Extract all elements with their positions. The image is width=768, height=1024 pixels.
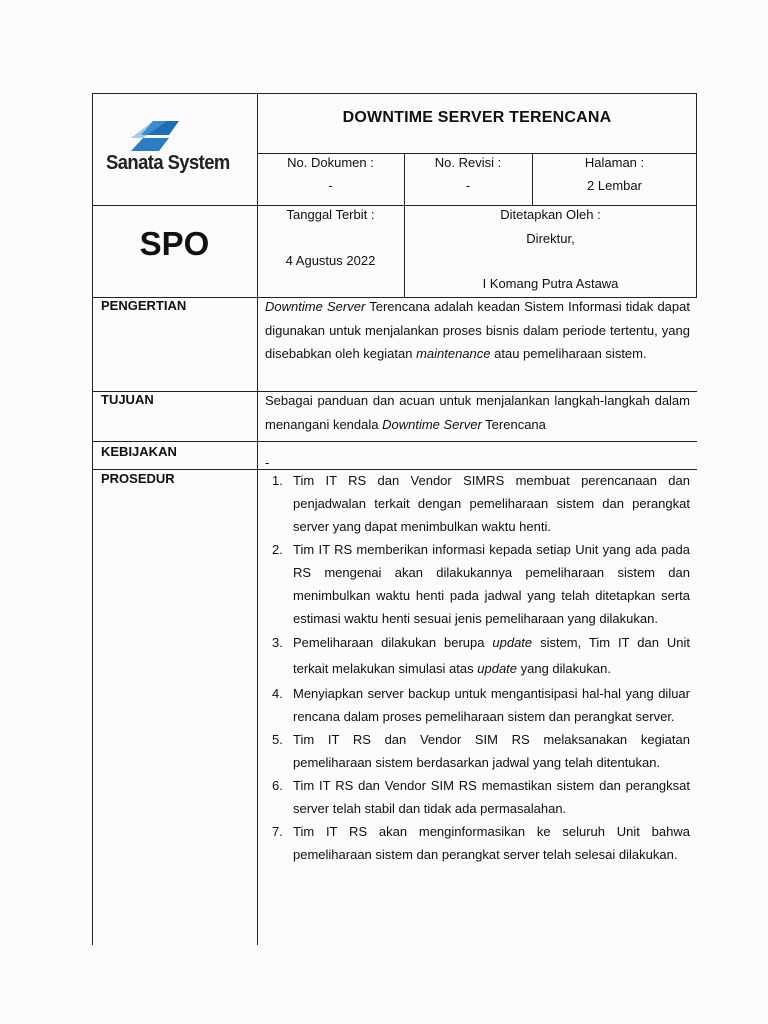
approver-title: Direktur, xyxy=(526,231,575,246)
procedure-list xyxy=(265,469,690,866)
table-border-top xyxy=(92,93,697,94)
section-label-prosedur: PROSEDUR xyxy=(101,471,175,486)
spo-document-table xyxy=(92,93,697,945)
issue-date-label: Tanggal Terbit : xyxy=(286,207,375,222)
list-item: 3. Pemeliharaan dilakukan berupa update sistem, Tim IT dan Unit terkait melakukan simulasi atas update yang dilakukan. xyxy=(272,635,690,676)
list-item: 5. Tim IT RS dan Vendor SIM RS melaksanakan kegiatan pemeliharaan sistem berdasarkan jadwal yang telah ditentukan. xyxy=(272,732,690,770)
section-text-kebijakan: - xyxy=(265,455,270,470)
term-downtime-server: Downtime Server xyxy=(265,299,366,314)
sanata-logo-icon xyxy=(123,121,193,155)
list-item: 7. Tim IT RS akan menginformasikan ke seluruh Unit bahwa pemeliharaan sistem dan perangkat server telah selesai dilakukan. xyxy=(272,824,690,862)
company-logo xyxy=(106,121,246,181)
section-label-kebijakan: KEBIJAKAN xyxy=(101,444,177,459)
term-maintenance: maintenance xyxy=(416,346,491,361)
list-item: 6. Tim IT RS dan Vendor SIM RS memastikan sistem dan perangksat server telah stabil dan tidak ada permasalahan. xyxy=(272,778,690,816)
list-item: 4. Menyiapkan server backup untuk mengantisipasi hal-hal yang diluar rencana dalam proses pemeliharaan sistem dan perangkat server. xyxy=(272,686,690,724)
company-name: Sanata System xyxy=(106,152,230,174)
list-item: 1. Tim IT RS dan Vendor SIMRS membuat perencanaan dan penjadwalan terkait dengan pemeliharaan sistem dan perangkat server yang dapat menimbulkan waktu henti. xyxy=(272,473,690,534)
doc-number-label: No. Dokumen : xyxy=(287,155,374,170)
revision-label: No. Revisi : xyxy=(434,155,502,170)
document-title: DOWNTIME SERVER TERENCANA xyxy=(342,109,612,126)
section-label-pengertian: PENGERTIAN xyxy=(101,298,187,313)
issue-date-value: 4 Agustus 2022 xyxy=(285,253,376,268)
doc-number-value: - xyxy=(328,178,333,193)
table-border-left xyxy=(92,93,93,945)
section-text-tujuan: Sebagai panduan dan acuan untuk menjalankan langkah-langkah dalam menangani kendala Downtime Server Terencana xyxy=(265,393,690,432)
section-text-pengertian: Downtime Server Terencana adalah keadan Sistem Informasi tidak dapat digunakan untuk menjalankan proses bisnis dalam periode tertentu, yang disebabkan oleh kegiatan maintenance atau pemeliharaan sistem. xyxy=(265,299,690,361)
document-type: SPO xyxy=(139,225,210,262)
page-label: Halaman : xyxy=(584,155,645,170)
approver-name: I Komang Putra Astawa xyxy=(482,276,619,291)
term-downtime-server: Downtime Server xyxy=(382,416,482,432)
page-value: 2 Lembar xyxy=(587,178,642,193)
approved-by-label: Ditetapkan Oleh : xyxy=(500,207,601,222)
table-divider xyxy=(92,441,697,442)
list-item: 2. Tim IT RS memberikan informasi kepada setiap Unit yang ada pada RS mengenai akan dilakukannya pemeliharaan sistem dan menimbulkan waktu henti pada jadwal yang telah ditetapkan serta estimasi waktu henti sesuai jenis pemeliharaan yang dilakukan. xyxy=(272,542,690,626)
revision-value: - xyxy=(465,178,471,193)
section-label-tujuan: TUJUAN xyxy=(101,392,154,407)
